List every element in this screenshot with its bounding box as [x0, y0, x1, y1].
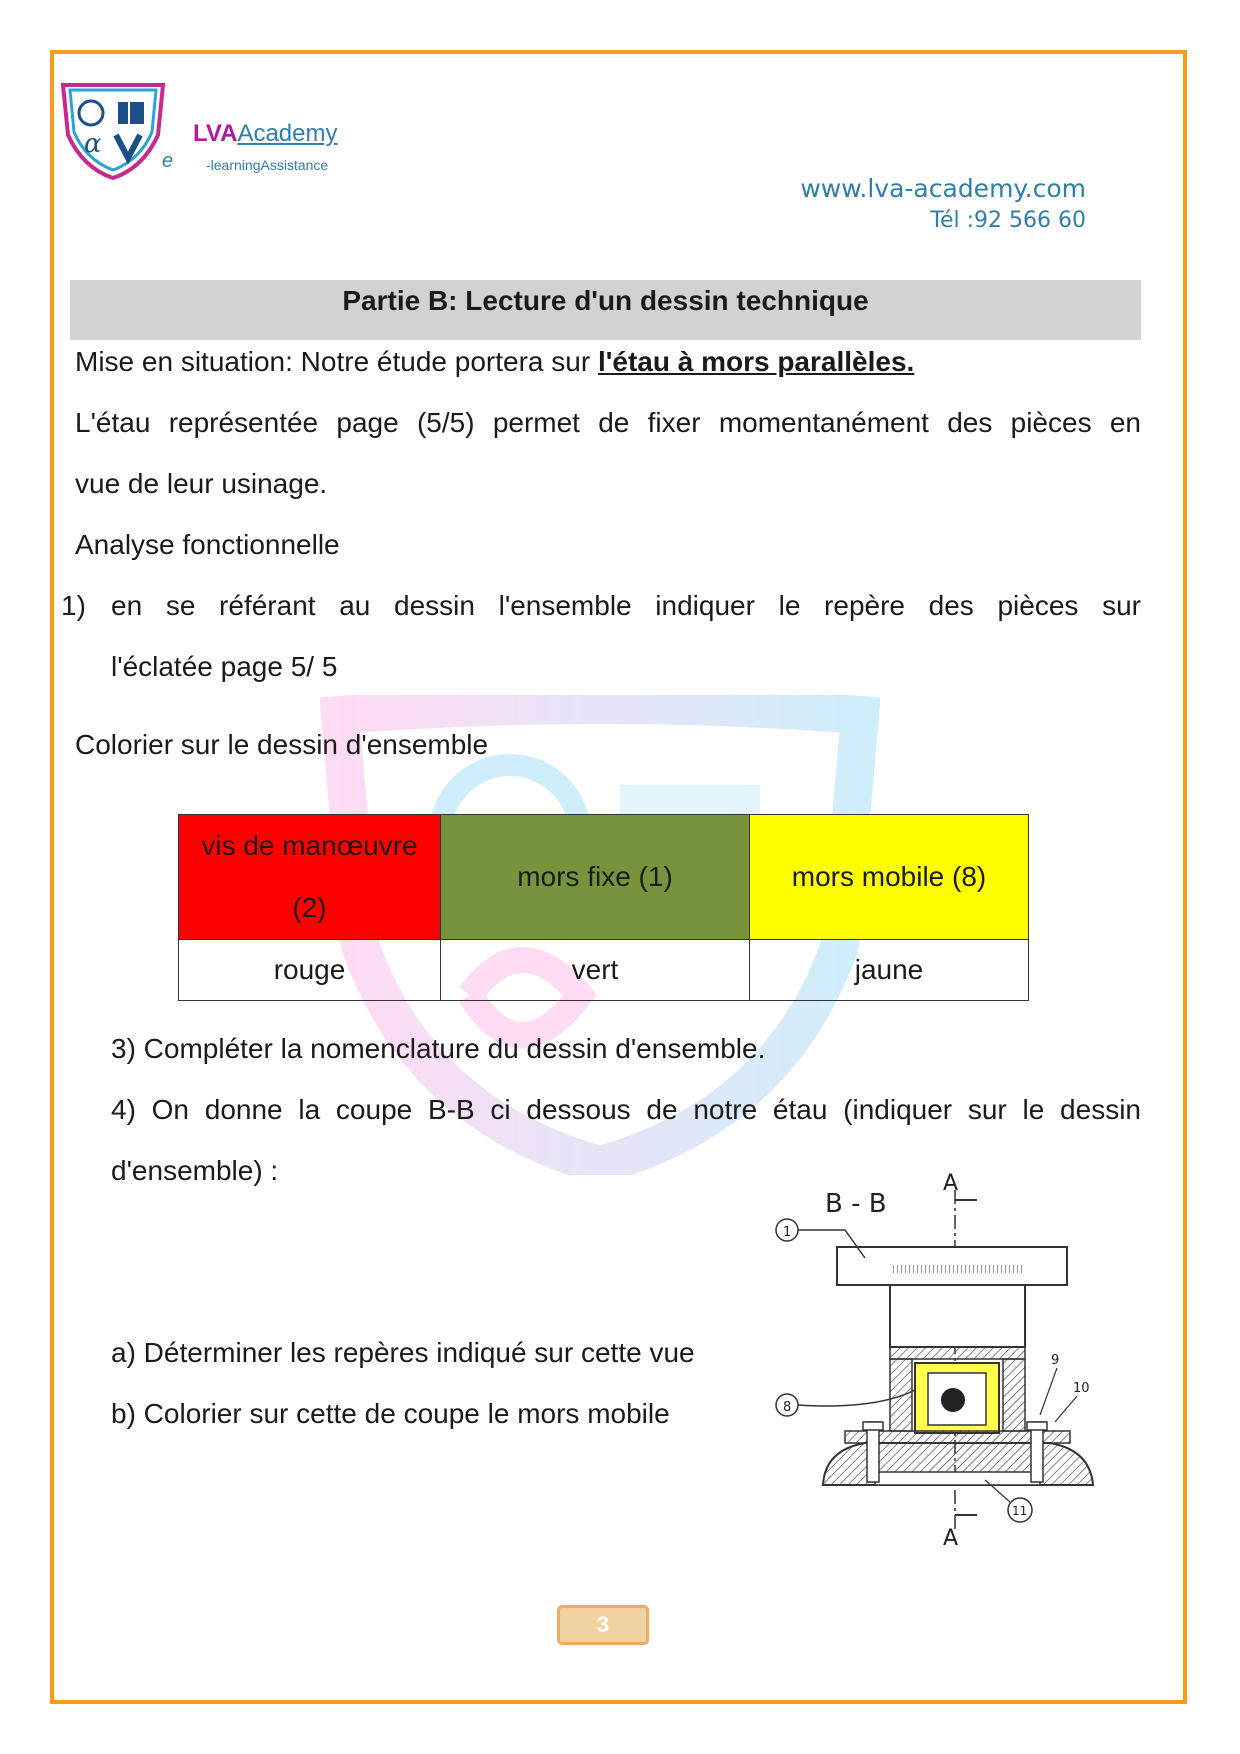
q1-line-1: en se référant au dessin l'ensemble indiquer le repère des pièces sur	[111, 590, 1141, 621]
color-table-row-names	[179, 815, 1029, 940]
section-label: B - B	[825, 1189, 887, 1219]
color-instruction: Colorier sur le dessin d'ensemble	[75, 729, 489, 760]
svg-text:α: α	[84, 129, 102, 159]
callout-9: 9	[1051, 1353, 1060, 1368]
color-cell-mors-fixe: mors fixe (1)	[441, 815, 750, 940]
color-label-jaune: jaune	[750, 940, 1029, 1001]
color-table	[178, 814, 1029, 1001]
brand-subtitle: -learningAssistance	[206, 157, 329, 173]
question-3: 3) Compléter la nomenclature du dessin d'ensemble.	[111, 1033, 766, 1064]
q1-number: 1)	[61, 590, 86, 621]
color-table-row-colors	[179, 940, 1029, 1001]
cut-letter-bottom: A	[943, 1526, 959, 1550]
color-cell-vis: vis de manœuvre (2)	[179, 815, 441, 940]
question-4-line-1: 4) On donne la coupe B-B ci dessous de notre étau (indiquer sur le dessin	[111, 1094, 1141, 1125]
color-cell-mors-mobile: mors mobile (8)	[750, 815, 1029, 940]
lva-logo-icon	[58, 80, 168, 180]
website-link[interactable]: www.lva-academy.com	[800, 174, 1086, 203]
page-number: 3	[557, 1605, 649, 1645]
phone-number: Tél :92 566 60	[930, 208, 1086, 233]
cut-letter-top: A	[943, 1171, 959, 1196]
question-4-line-2: d'ensemble) :	[111, 1155, 279, 1186]
question-b: b) Colorier sur cette de coupe le mors mobile	[111, 1398, 670, 1429]
intro-line-1: Mise en situation: Notre étude portera sur l'étau à mors parallèles.	[75, 346, 915, 377]
question-a: a) Déterminer les repères indiqué sur cette vue	[111, 1337, 695, 1368]
intro-line-3: vue de leur usinage.	[75, 468, 328, 499]
color-label-vert: vert	[441, 940, 750, 1001]
brand-name: LVAAcademy	[193, 120, 338, 147]
callout-8: 8	[783, 1400, 792, 1415]
intro-line-4: Analyse fonctionnelle	[75, 529, 340, 560]
section-title: Partie B: Lecture d'un dessin technique	[70, 280, 1141, 340]
brand-e: e	[162, 150, 174, 172]
contact-block	[800, 173, 1086, 237]
callout-1: 1	[783, 1225, 792, 1240]
callout-11: 11	[1012, 1504, 1028, 1518]
intro-line-2: L'étau représentée page (5/5) permet de fixer momentanément des pièces en	[75, 407, 1141, 438]
color-label-rouge: rouge	[179, 940, 441, 1001]
callout-10: 10	[1073, 1381, 1090, 1396]
q1-line-2: l'éclatée page 5/ 5	[111, 651, 338, 682]
section-bb-drawing	[765, 1160, 1135, 1550]
